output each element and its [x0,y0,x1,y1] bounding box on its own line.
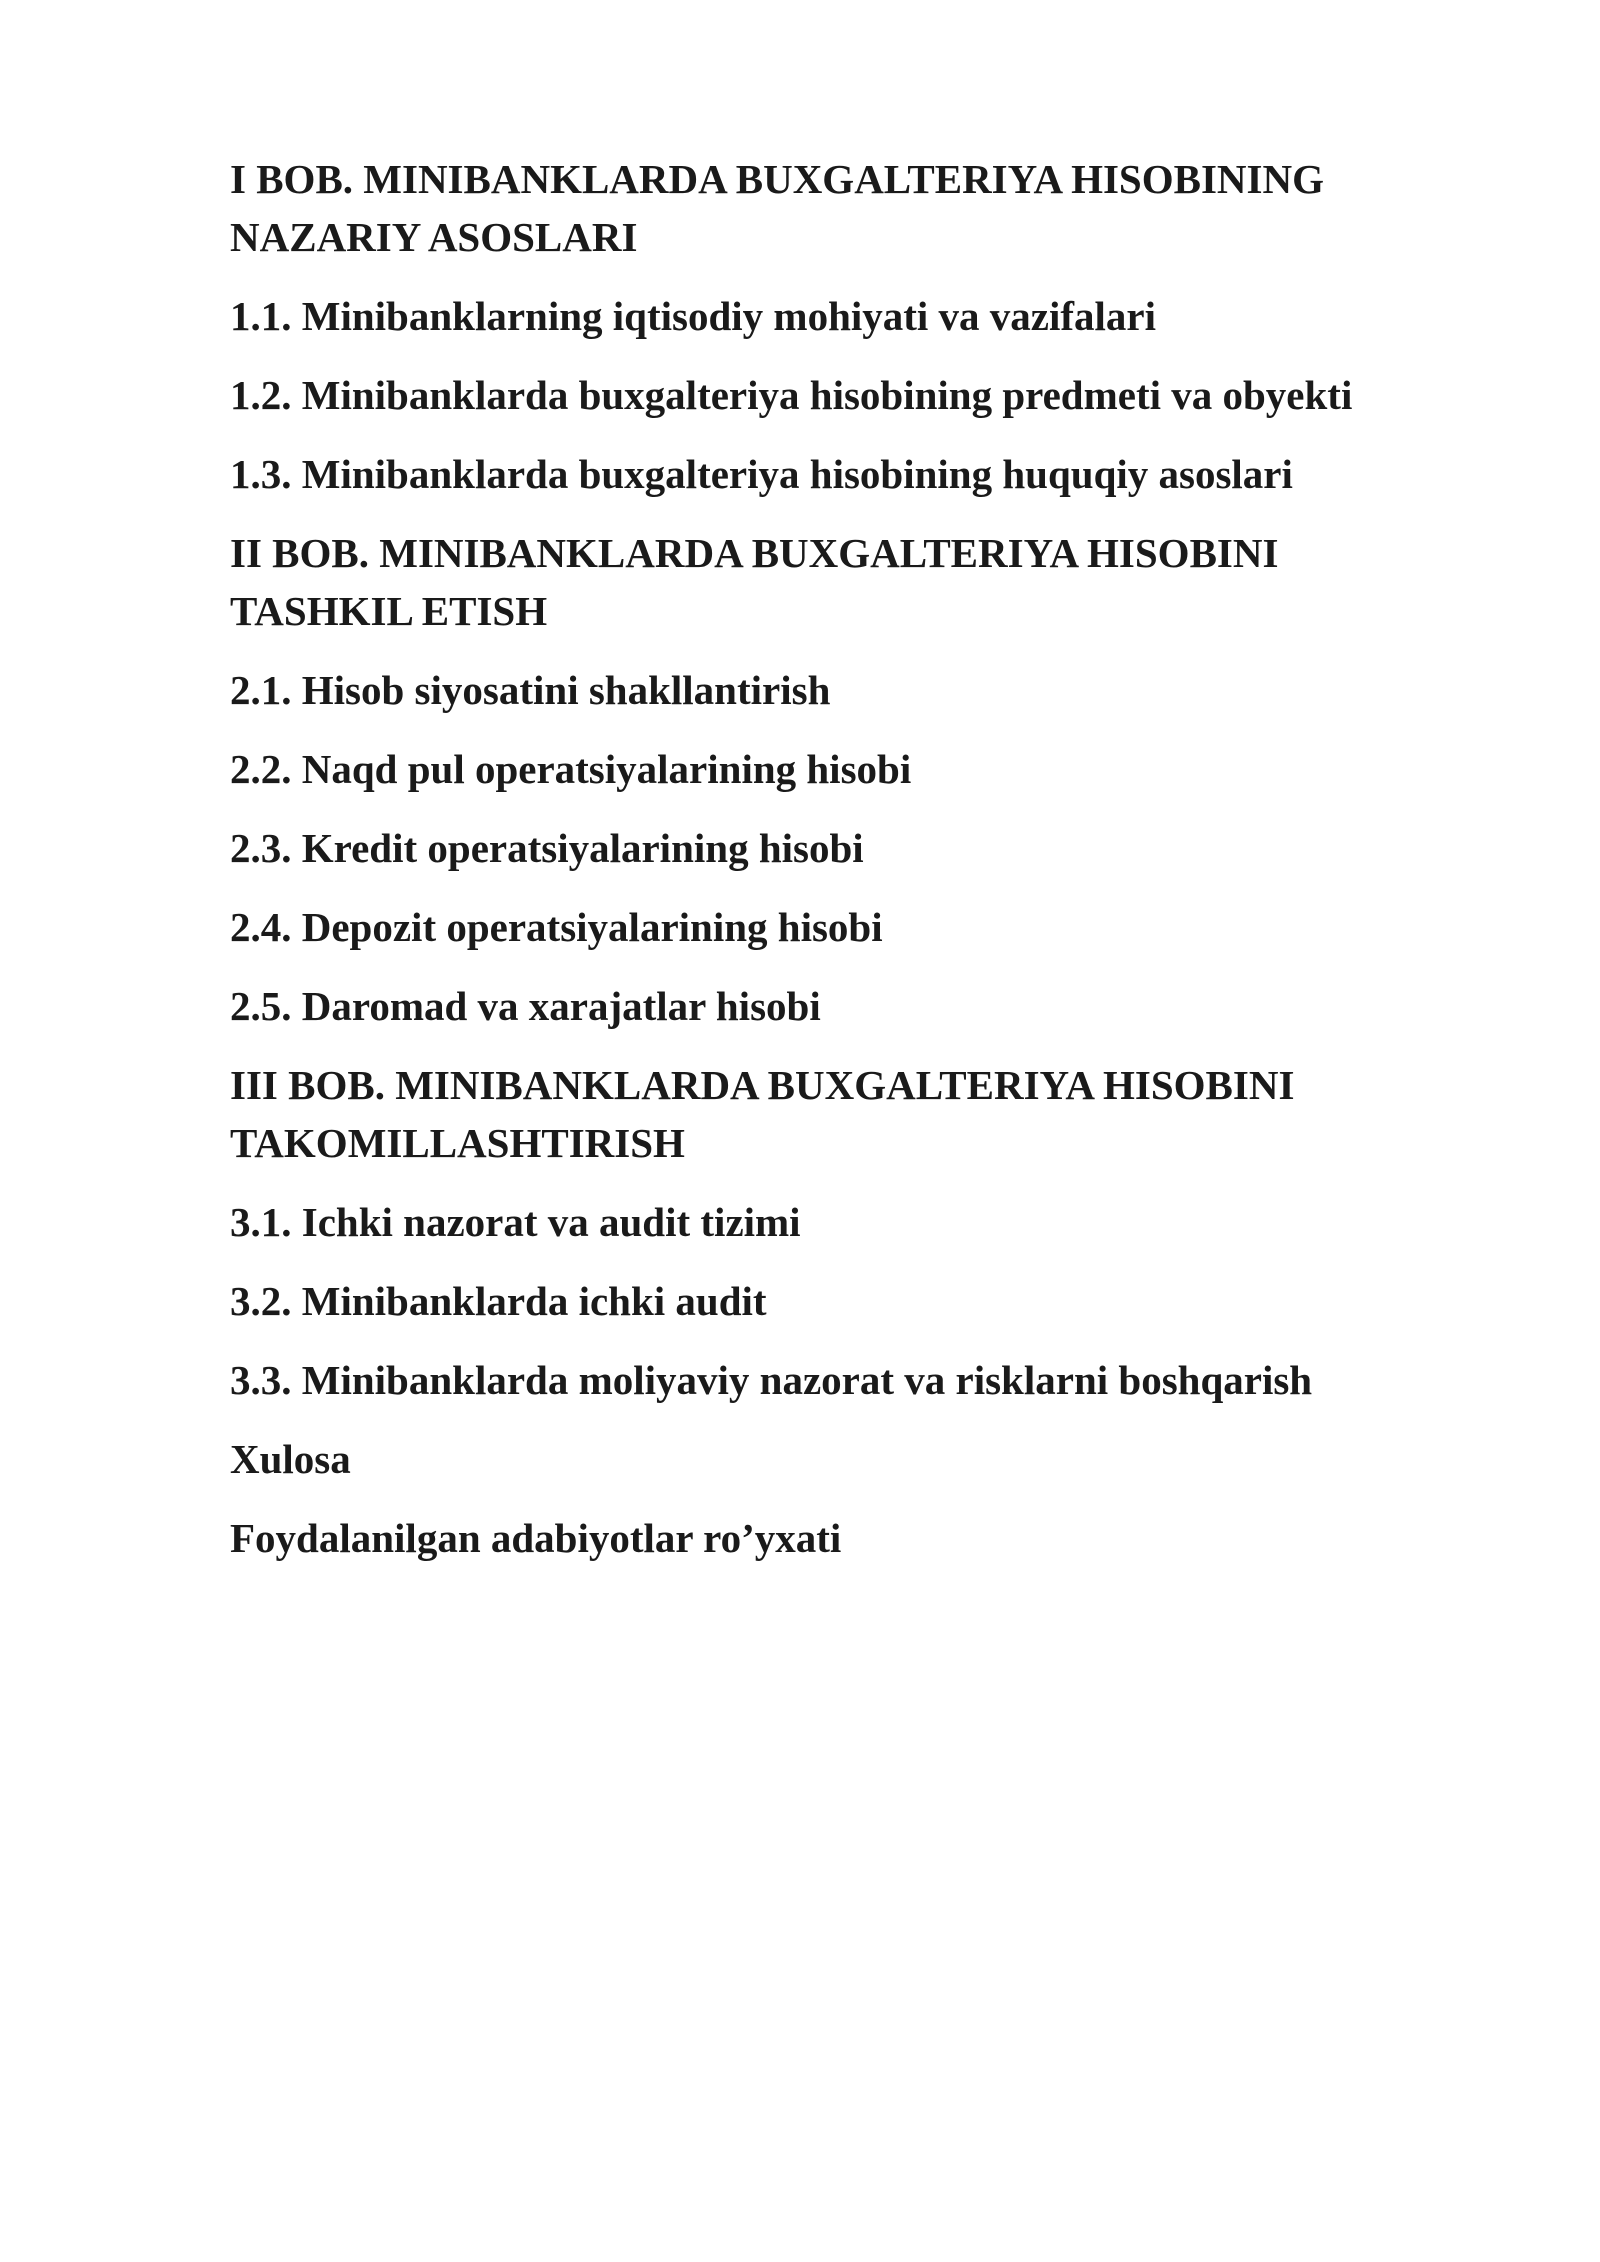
section-3-2: 3.2. Minibanklarda ichki audit [230,1278,767,1324]
chapter-3-title-line-2: TAKOMILLASHTIRISH [230,1120,685,1166]
section-3-1: 3.1. Ichki nazorat va audit tizimi [230,1199,801,1245]
chapter-1-title-line-1: I BOB. MINIBANKLARDA BUXGALTERIYA HISOBINING [230,156,1324,202]
chapter-2-heading [230,524,1490,640]
section-1-1: 1.1. Minibanklarning iqtisodiy mohiyati va vazifalari [230,293,1157,339]
section-2-2: 2.2. Naqd pul operatsiyalarining hisobi [230,746,912,792]
chapter-2-title-line-2: TASHKIL ETISH [230,588,548,634]
chapter-1-title-line-2: NAZARIY ASOSLARI [230,214,638,260]
section-2-3: 2.3. Kredit operatsiyalarining hisobi [230,825,864,871]
chapter-3-heading [230,1056,1490,1172]
chapter-3-title-line-1: III BOB. MINIBANKLARDA BUXGALTERIYA HISOBINI [230,1062,1295,1108]
table-of-contents [230,150,1490,1588]
section-2-1: 2.1. Hisob siyosatini shakllantirish [230,667,831,713]
section-1-2: 1.2. Minibanklarda buxgalteriya hisobining predmeti va obyekti [230,372,1353,418]
section-2-4: 2.4. Depozit operatsiyalarining hisobi [230,904,883,950]
references-entry: Foydalanilgan adabiyotlar ro’yxati [230,1515,842,1561]
section-2-5: 2.5. Daromad va xarajatlar hisobi [230,983,821,1029]
chapter-2-title-line-1: II BOB. MINIBANKLARDA BUXGALTERIYA HISOBINI [230,530,1279,576]
conclusion-entry: Xulosa [230,1436,351,1482]
section-1-3: 1.3. Minibanklarda buxgalteriya hisobining huquqiy asoslari [230,451,1293,497]
chapter-1-heading [230,150,1490,266]
section-3-3: 3.3. Minibanklarda moliyaviy nazorat va risklarni boshqarish [230,1357,1313,1403]
